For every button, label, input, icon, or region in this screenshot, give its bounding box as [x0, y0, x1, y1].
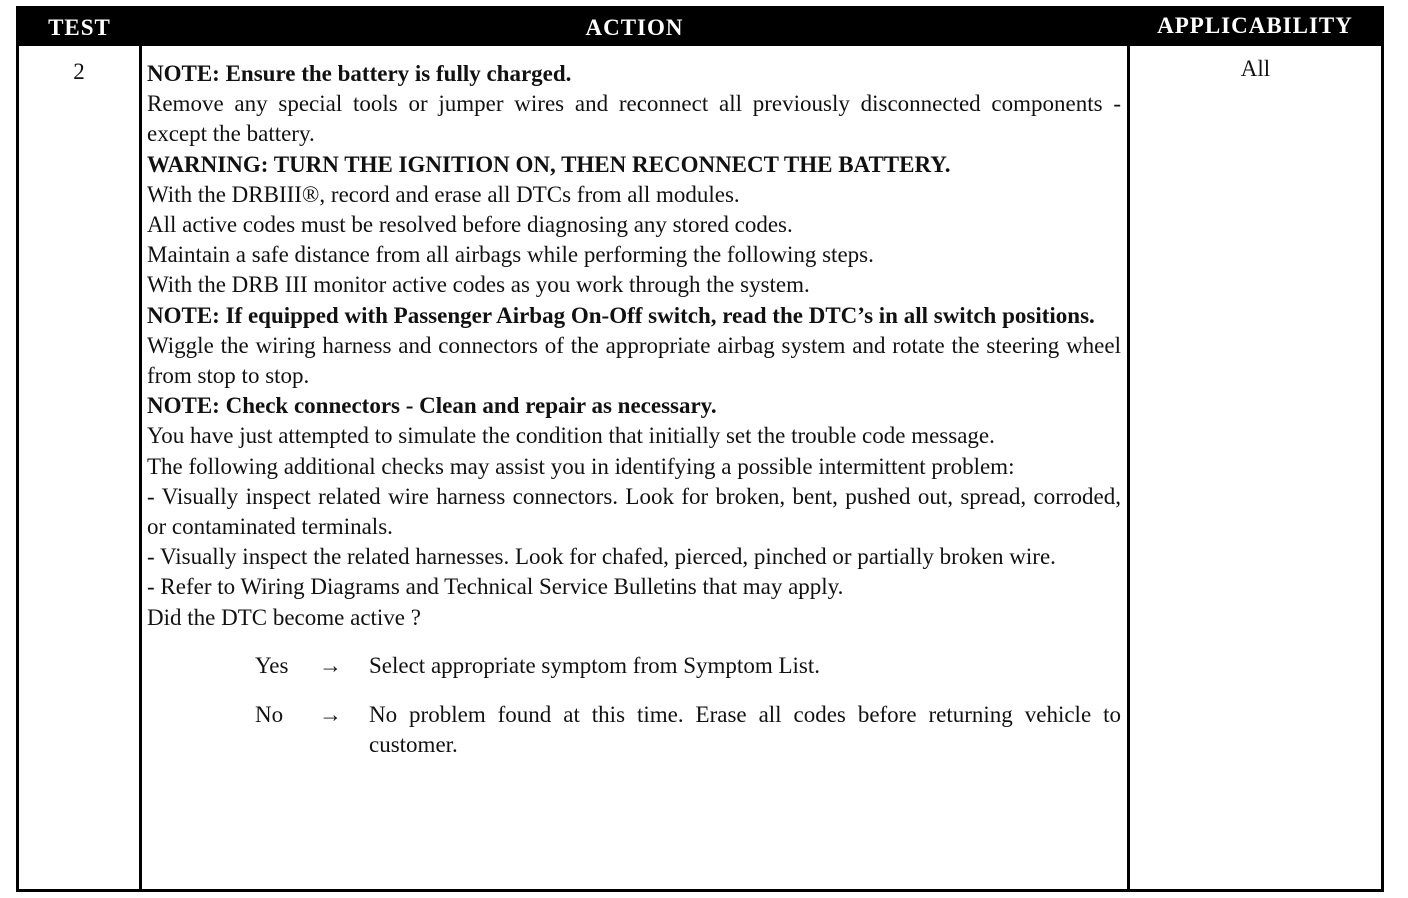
table-header: [19, 9, 1381, 46]
answer-row: [147, 700, 1121, 760]
instruction-line: The following additional checks may assist you in identifying a possible intermittent problem:: [147, 453, 1015, 479]
note-line: WARNING: TURN THE IGNITION ON, THEN RECONNECT THE BATTERY.: [147, 151, 951, 177]
applicability-value: All: [1240, 56, 1271, 81]
instruction-line: - Refer to Wiring Diagrams and Technical Service Bulletins that may apply.: [147, 574, 844, 600]
answer-label: No: [255, 701, 284, 727]
arrow-icon: →: [319, 701, 342, 727]
instruction-line: With the DRB III monitor active codes as you work through the system.: [147, 272, 810, 298]
instruction-line: All active codes must be resolved before diagnosing any stored codes.: [147, 212, 793, 238]
instruction-line: Remove any special tools or jumper wires and reconnect all previously disconnected components - except the battery.: [147, 91, 1121, 147]
answer-text: No problem found at this time. Erase all codes before returning vehicle to customer.: [369, 701, 1121, 757]
instruction-line: Maintain a safe distance from all airbags while performing the following steps.: [147, 242, 874, 268]
header-applicability: APPLICABILITY: [1157, 13, 1353, 38]
instruction-line: Did the DTC become active ?: [147, 604, 421, 630]
note-line: NOTE: Check connectors - Clean and repair as necessary.: [147, 393, 717, 419]
column-divider: [139, 46, 142, 889]
test-number: 2: [73, 59, 85, 84]
instruction-line: You have just attempted to simulate the condition that initially set the trouble code message.: [147, 423, 995, 449]
answer-row: [147, 651, 1121, 681]
header-action: ACTION: [585, 15, 684, 40]
action-steps: [147, 59, 1121, 633]
answer-list: [147, 651, 1121, 760]
note-line: NOTE: If equipped with Passenger Airbag On-Off switch, read the DTC’s in all switch positions.: [147, 302, 1095, 328]
arrow-icon: →: [319, 652, 342, 678]
note-line: NOTE: Ensure the battery is fully charged.: [147, 61, 572, 86]
instruction-line: - Visually inspect related wire harness connectors. Look for broken, bent, pushed out, spread, corroded, or contaminated terminals.: [147, 483, 1121, 540]
instruction-line: With the DRBIII®, record and erase all DTCs from all modules.: [147, 181, 740, 207]
answer-text: Select appropriate symptom from Symptom List.: [369, 652, 820, 678]
header-test: TEST: [48, 15, 111, 40]
answer-label: Yes: [255, 652, 289, 678]
column-divider: [1127, 46, 1130, 889]
diagnostic-table: [16, 6, 1384, 892]
instruction-line: - Visually inspect the related harnesses. Look for chafed, pierced, pinched or partially broken wire.: [147, 544, 1056, 570]
instruction-line: Wiggle the wiring harness and connectors of the appropriate airbag system and rotate the steering wheel from stop to stop.: [147, 332, 1121, 389]
action-cell: [147, 59, 1121, 779]
